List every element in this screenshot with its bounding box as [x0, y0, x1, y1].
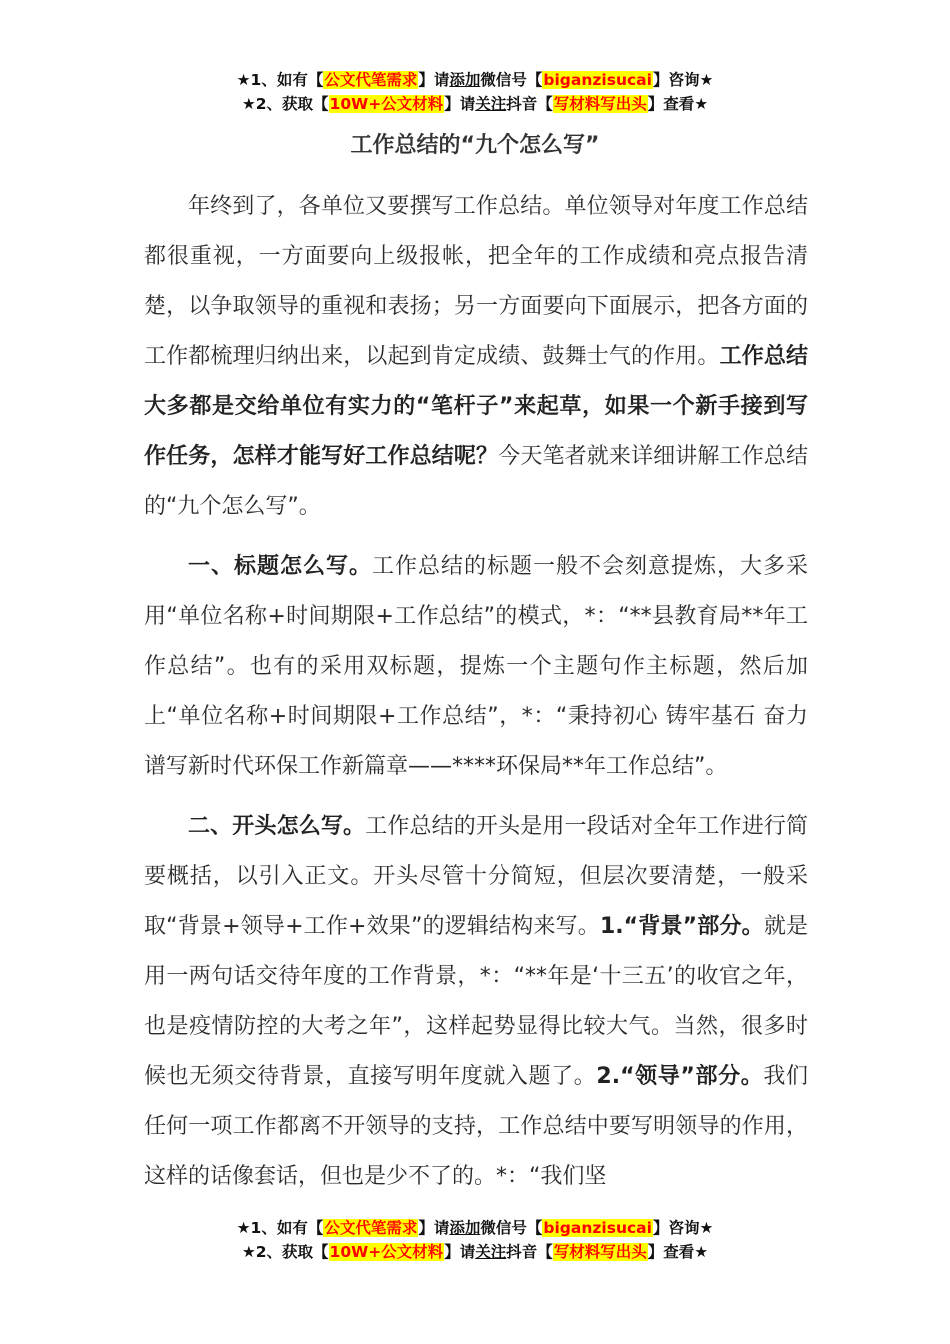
banner-text: ★1、如有【	[236, 1219, 324, 1237]
banner-text: 微信号【	[480, 1219, 543, 1237]
banner-text: 】咨询★	[652, 71, 714, 89]
paragraph-text: 今天笔者就来详细讲解工作总结的“九个怎么写”。	[144, 444, 808, 519]
banner-highlight: 公文代笔需求	[324, 71, 418, 89]
header-banner	[0, 68, 950, 116]
banner-text: 】咨询★	[652, 1219, 714, 1237]
paragraph-text: 工作总结的标题一般不会刻意提炼，大多采用“单位名称+时间期限+工作总结”的模式，*：“**县教育局**年工作总结”。也有的采用双标题，提炼一个主题句作主标题，然后加上“单位名称+时间期限+工作总结”，*：“秉持初心 铸牢基石 奋力谱写新时代环保工作新篇章——****环保局**年工作总结”。	[144, 554, 808, 779]
banner-highlight: biganzisucai	[543, 71, 652, 89]
section-heading: 二、开头怎么写。	[188, 814, 366, 839]
banner-text: ★1、如有【	[236, 71, 324, 89]
banner-highlight: 10W+公文材料	[329, 1243, 444, 1261]
footer-banner	[0, 1216, 950, 1264]
banner-text: 抖音【	[506, 1243, 553, 1261]
banner-text: 抖音【	[506, 95, 553, 113]
banner-line-2	[0, 1240, 950, 1264]
paragraph-intro	[144, 182, 808, 532]
paragraph-text: 就是用一两句话交待年度的工作背景，*：“**年是‘十三五’的收官之年，也是疫情防控的大考之年”，这样起势显得比较大气。当然，很多时候也无须交待背景，直接写明年度就入题了。	[144, 914, 808, 1089]
paragraph-text: 工作总结的开头是用一段话对全年工作进行简要概括，以引入正文。开头尽管十分简短，但层次要清楚，一般采取“背景+领导+工作+效果”的逻辑结构来写。	[144, 814, 808, 939]
paragraph-text: 我们任何一项工作都离不开领导的支持，工作总结中要写明领导的作用，这样的话像套话，但也是少不了的。*：“我们坚	[144, 1064, 808, 1189]
banner-line-1	[0, 68, 950, 92]
paragraph-section-2	[144, 802, 808, 1202]
banner-highlight: 公文代笔需求	[324, 1219, 418, 1237]
banner-highlight: 写材料写出头	[553, 1243, 647, 1261]
banner-underline: 关注	[475, 1243, 507, 1261]
banner-highlight: 10W+公文材料	[329, 95, 444, 113]
subsection-heading: 2.“领导”部分。	[596, 1064, 764, 1089]
banner-underline: 添加	[449, 71, 481, 89]
banner-text: ★2、获取【	[241, 95, 329, 113]
banner-text: 】请	[444, 1243, 476, 1261]
banner-highlight: biganzisucai	[543, 1219, 652, 1237]
subsection-heading: 1.“背景”部分。	[599, 914, 764, 939]
banner-text: 】请	[418, 1219, 450, 1237]
banner-text: 】查看★	[647, 1243, 709, 1261]
banner-highlight: 写材料写出头	[553, 95, 647, 113]
document-body	[144, 182, 808, 1202]
banner-underline: 添加	[449, 1219, 481, 1237]
paragraph-section-1	[144, 542, 808, 792]
banner-text: ★2、获取【	[241, 1243, 329, 1261]
banner-text: 】请	[418, 71, 450, 89]
paragraph-text: 年终到了，各单位又要撰写工作总结。单位领导对年度工作总结都很重视，一方面要向上级报帐，把全年的工作成绩和亮点报告清楚，以争取领导的重视和表扬；另一方面要向下面展示，把各方面的工作都梳理归纳出来，以起到肯定成绩、鼓舞士气的作用。	[144, 194, 808, 369]
document-title: 工作总结的“九个怎么写”	[350, 133, 600, 158]
banner-text: 】请	[444, 95, 476, 113]
paragraph-bold-text: 工作总结大多都是交给单位有实力的“笔杆子”来起草，如果一个新手接到写作任务，怎样才能写好工作总结呢？	[144, 344, 808, 469]
banner-line-2	[0, 92, 950, 116]
banner-text: 微信号【	[480, 71, 543, 89]
banner-line-1	[0, 1216, 950, 1240]
section-heading: 一、标题怎么写。	[188, 554, 372, 579]
banner-underline: 关注	[475, 95, 507, 113]
banner-text: 】查看★	[647, 95, 709, 113]
